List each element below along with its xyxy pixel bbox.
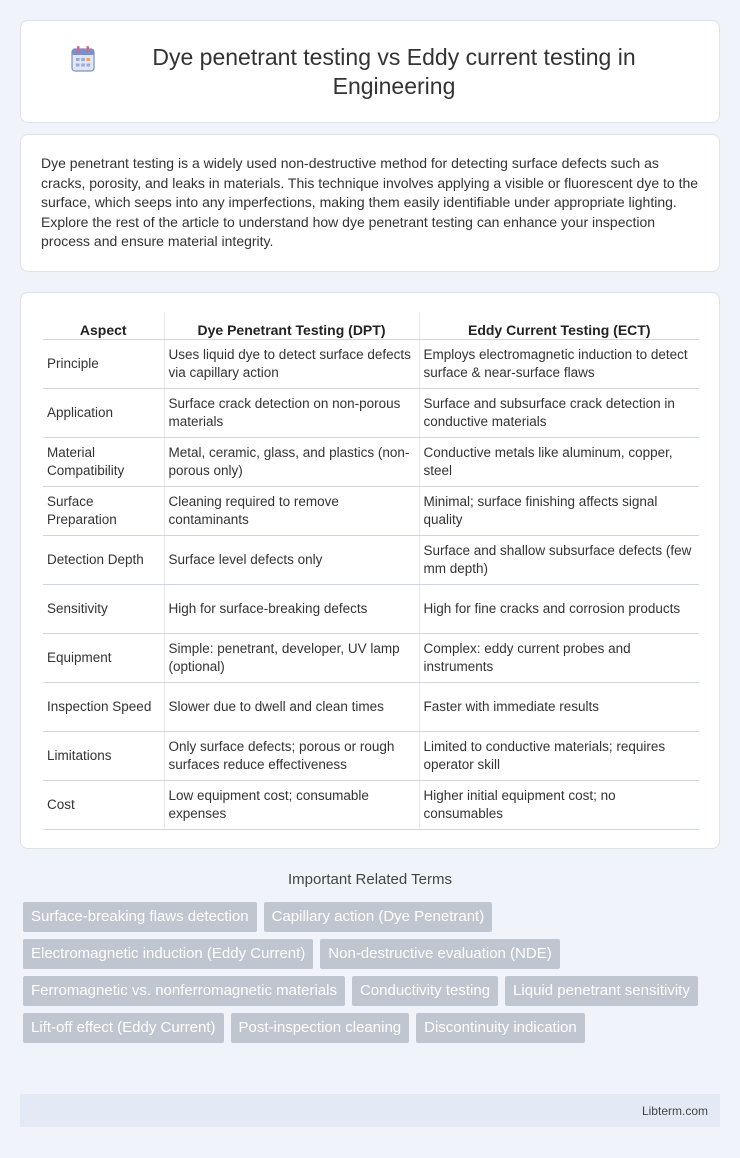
header-dpt: Dye Penetrant Testing (DPT): [164, 313, 419, 339]
header-aspect: Aspect: [43, 313, 164, 339]
row-aspect: Surface Preparation: [43, 486, 164, 535]
row-ect: Conductive metals like aluminum, copper, steel: [419, 437, 699, 486]
row-ect: Higher initial equipment cost; no consumables: [419, 780, 699, 829]
header-inner: [70, 43, 670, 101]
table-row: [43, 486, 699, 535]
term-tag[interactable]: Electromagnetic induction (Eddy Current): [23, 939, 313, 969]
table-row: [43, 535, 699, 584]
row-dpt: Only surface defects; porous or rough surfaces reduce effectiveness: [164, 731, 419, 780]
related-terms-title: Important Related Terms: [288, 871, 452, 888]
intro-paragraph: Dye penetrant testing is a widely used non-destructive method for detecting surface defects such as cracks, porosity, and leaks in materials. This technique involves applying a visible or fluorescent dye to the surface, which seeps into any imperfections, making them easily identifiable under appropriate lighting. Explore the rest of the article to understand how dye penetrant testing can enhance your inspection process and ensure material integrity.: [41, 155, 699, 250]
row-dpt: Surface level defects only: [164, 535, 419, 584]
row-dpt: Slower due to dwell and clean times: [164, 682, 419, 731]
term-tag[interactable]: Ferromagnetic vs. nonferromagnetic materials: [23, 976, 345, 1006]
header-card: [20, 20, 720, 123]
header-ect: Eddy Current Testing (ECT): [419, 313, 699, 339]
row-aspect: Inspection Speed: [43, 682, 164, 731]
row-ect: Faster with immediate results: [419, 682, 699, 731]
comparison-table: [43, 313, 699, 830]
table-row: [43, 437, 699, 486]
row-ect: Limited to conductive materials; requires operator skill: [419, 731, 699, 780]
term-tag[interactable]: Discontinuity indication: [416, 1013, 585, 1043]
row-aspect: Detection Depth: [43, 535, 164, 584]
related-terms-list: [23, 902, 723, 1043]
table-row: [43, 780, 699, 829]
row-dpt: Surface crack detection on non-porous materials: [164, 388, 419, 437]
row-dpt: Simple: penetrant, developer, UV lamp (optional): [164, 633, 419, 682]
row-ect: High for fine cracks and corrosion products: [419, 584, 699, 633]
footer: [20, 1094, 720, 1127]
calendar-icon: [70, 45, 96, 73]
term-tag[interactable]: Lift-off effect (Eddy Current): [23, 1013, 224, 1043]
term-tag[interactable]: Liquid penetrant sensitivity: [505, 976, 698, 1006]
term-tag[interactable]: Capillary action (Dye Penetrant): [264, 902, 493, 932]
table-row: [43, 339, 699, 388]
row-dpt: Metal, ceramic, glass, and plastics (non-porous only): [164, 437, 419, 486]
row-ect: Surface and subsurface crack detection in conductive materials: [419, 388, 699, 437]
row-ect: Employs electromagnetic induction to detect surface & near-surface flaws: [419, 339, 699, 388]
term-tag[interactable]: Surface-breaking flaws detection: [23, 902, 257, 932]
intro-card: [20, 134, 720, 272]
table-row: [43, 731, 699, 780]
row-dpt: High for surface-breaking defects: [164, 584, 419, 633]
row-dpt: Low equipment cost; consumable expenses: [164, 780, 419, 829]
table-row: [43, 682, 699, 731]
row-dpt: Cleaning required to remove contaminants: [164, 486, 419, 535]
row-ect: Surface and shallow subsurface defects (few mm depth): [419, 535, 699, 584]
table-row: [43, 584, 699, 633]
term-tag[interactable]: Post-inspection cleaning: [231, 1013, 410, 1043]
row-dpt: Uses liquid dye to detect surface defects via capillary action: [164, 339, 419, 388]
comparison-table-card: [20, 292, 720, 849]
table-row: [43, 633, 699, 682]
footer-site-link[interactable]: Libterm.com: [641, 1103, 708, 1118]
row-aspect: Equipment: [43, 633, 164, 682]
row-aspect: Sensitivity: [43, 584, 164, 633]
row-aspect: Principle: [43, 339, 164, 388]
table-row: [43, 388, 699, 437]
row-ect: Complex: eddy current probes and instruments: [419, 633, 699, 682]
term-tag[interactable]: Non-destructive evaluation (NDE): [320, 939, 559, 969]
row-ect: Minimal; surface finishing affects signal quality: [419, 486, 699, 535]
term-tag[interactable]: Conductivity testing: [352, 976, 498, 1006]
row-aspect: Limitations: [43, 731, 164, 780]
table-header-row: [43, 313, 699, 339]
row-aspect: Cost: [43, 780, 164, 829]
row-aspect: Application: [43, 388, 164, 437]
page-title: Dye penetrant testing vs Eddy current testing in Engineering: [152, 43, 636, 99]
row-aspect: Material Compatibility: [43, 437, 164, 486]
